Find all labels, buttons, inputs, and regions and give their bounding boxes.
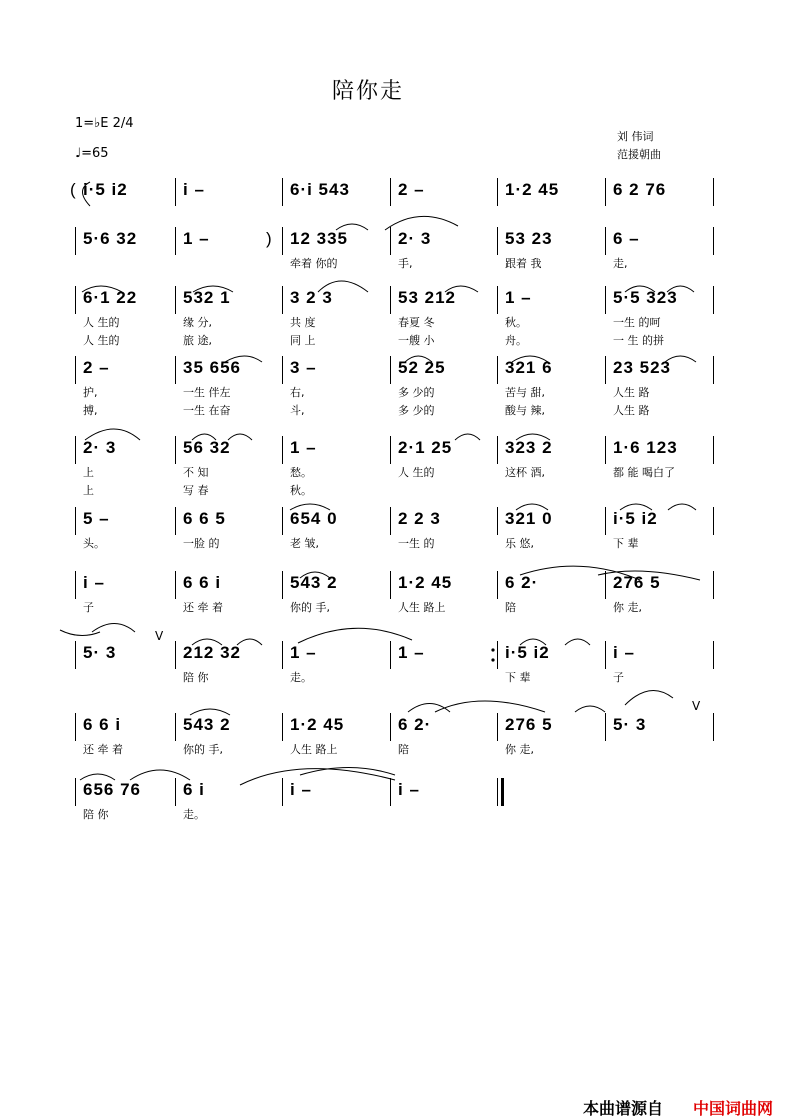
slur-mark [85,429,140,440]
slur-mark [237,639,262,645]
lyric-text: 走。 [290,671,312,684]
lyric-text: 上 [83,484,94,497]
breath-mark: V [155,629,164,643]
lyric-text: 同 上 [290,334,316,347]
lyric-text: 还 牵 着 [83,743,123,756]
source-label: 本曲谱源自 [583,1099,664,1118]
slur-mark [598,571,700,580]
slur-mark [435,701,545,712]
lyric-text: 牵着 你的 [290,257,338,270]
lyric-text: 护, [83,386,98,399]
lyric-text: 缘 分, [183,316,212,329]
measure-notes: 6 6 5 [183,509,226,528]
measure-notes: 321 0 [505,509,553,528]
breath-mark: V [692,699,701,713]
lyric-text: 走。 [183,808,205,821]
slur-mark [405,356,432,362]
measure-notes: 3 – [290,358,317,377]
measure-notes: 53 23 [505,229,553,248]
measure-notes: 3 2 3 [290,288,333,307]
lyric-text: 酸与 辣, [505,404,545,417]
slur-mark [665,356,696,362]
measure-notes: 2·1 25 [398,438,453,457]
slur-mark [565,639,590,645]
measure-notes: 1 – [398,643,425,662]
measure-notes: i – [613,643,635,662]
lyric-text: 一生 的呵 [613,316,661,329]
slur-mark [625,286,655,292]
measure-notes: 35 656 [183,358,241,377]
lyric-text: 人生 路 [613,404,650,417]
measure-notes: 6 i [183,780,205,799]
lyric-text: 一艘 小 [398,334,435,347]
slur-mark [520,566,640,580]
tempo-marking: ♩=65 [75,146,109,161]
lyric-text: 陪 你 [183,671,209,684]
lyric-text: 陪 [398,743,409,756]
measure-notes: i·5 i2 [505,643,550,662]
lyric-text: 不 知 [183,466,209,479]
lyric-text: 旅 途, [183,334,212,347]
measure-notes: 2 2 3 [398,509,441,528]
slur-mark [228,434,252,440]
measure-notes: i·5 i2 [83,180,128,199]
measure-notes: 5·6 32 [83,229,138,248]
slur-mark [298,628,412,643]
measure-notes: 1·2 45 [290,715,345,734]
measure-notes: 212 32 [183,643,241,662]
lyric-text: 人 生的 [398,466,435,479]
slur-mark [193,286,233,292]
lyric-text: 人生 路上 [290,743,338,756]
slur-mark [80,774,115,780]
lyric-text: 你 走, [505,743,534,756]
slur-mark [520,639,546,645]
lyric-text: 舟。 [505,334,527,347]
lyric-text: 都 能 喝白了 [613,466,675,479]
measure-notes: 276 5 [505,715,553,734]
lyric-text: 走, [613,257,628,270]
measure-notes: 6·1 22 [83,288,138,307]
slur-mark [445,286,478,292]
measure-notes: 543 2 [290,573,338,592]
measure-notes: 5· 3 [83,643,117,662]
lyric-text: 一脸 的 [183,537,220,550]
slur-mark [300,572,330,578]
lyric-text: 这杯 酒, [505,466,545,479]
repeat-close-bracket: ) [266,229,273,248]
lyric-text: 秋。 [290,484,312,497]
measure-notes: 276 5 [613,573,661,592]
lyric-text: 老 皱, [290,537,319,550]
lyric-text: 陪 [505,601,516,614]
lyric-text: 乐 悠, [505,537,534,550]
lyric-text: 多 少的 [398,386,435,399]
lyric-text: 跟着 我 [505,257,542,270]
slur-mark [82,286,122,292]
measure-notes: 532 1 [183,288,231,307]
lyric-text: 一生 伴左 [183,386,231,399]
measure-notes: 654 0 [290,509,338,528]
lyric-text: 多 少的 [398,404,435,417]
lyric-text: 下 辈 [505,671,531,684]
measure-notes: 656 76 [83,780,141,799]
lyric-text: 下 辈 [613,537,639,550]
slur-mark [625,690,673,705]
lyric-text: 右, [290,386,305,399]
lyric-text: 子 [613,671,624,684]
lyric-text: 你 走, [613,601,642,614]
lyric-text: 人 生的 [83,316,120,329]
lyric-text: 共 度 [290,316,316,329]
measure-notes: 5·5 323 [613,288,678,307]
slur-mark [83,182,91,206]
composer-credit: 范援朝曲 [617,148,661,161]
measure-notes: 6 6 i [83,715,122,734]
lyric-text: 一生 在奋 [183,404,231,417]
slur-mark [225,356,262,362]
measure-notes: i·5 i2 [613,509,658,528]
lyric-text: 一生 的 [398,537,435,550]
lyric-text: 手, [398,257,413,270]
slur-mark [455,434,480,440]
song-title: 陪你走 [332,79,405,104]
lyric-text: 春夏 冬 [398,316,435,329]
lyric-text: 子 [83,601,94,614]
slur-mark [620,504,652,510]
measure-notes: 23 523 [613,358,671,377]
lyric-text: 还 牵 着 [183,601,223,614]
repeat-open-bracket: ( [70,180,77,199]
lyric-text: 你的 手, [183,743,223,756]
measure-notes: 1 – [290,643,317,662]
lyric-text: 人生 路上 [398,601,446,614]
measure-notes: 56 32 [183,438,231,457]
slur-mark [667,286,694,292]
slur-mark [336,224,368,230]
lyricist-credit: 刘 伟词 [617,130,654,143]
measure-notes: 1·2 45 [398,573,453,592]
lyric-text: 上 [83,466,94,479]
slur-mark [318,281,368,292]
measure-notes: 12 335 [290,229,348,248]
measure-notes: 6 6 i [183,573,222,592]
measure-notes: 2· 3 [83,438,117,457]
lyric-text: 人生 路 [613,386,650,399]
lyric-text: 搏, [83,404,98,417]
lyric-text: 秋。 [505,316,527,329]
measure-notes: 1·6 123 [613,438,678,457]
slur-mark [512,356,548,362]
slur-mark [516,434,550,440]
measure-notes: 1 – [290,438,317,457]
measure-notes: i – [183,180,205,199]
slur-mark [290,504,330,510]
measure-notes: 1 – [505,288,532,307]
measure-notes: 1·2 45 [505,180,560,199]
lyric-text: 你的 手, [290,601,330,614]
measure-notes: 543 2 [183,715,231,734]
measure-notes: 6 2· [398,715,432,734]
slur-mark [385,216,458,230]
slur-mark [92,624,135,633]
slur-mark [516,504,548,510]
measure-notes: 52 25 [398,358,446,377]
key-signature: 1=♭E 2/4 [75,116,134,131]
lyric-text: 一 生 的拼 [613,334,664,347]
measure-notes: 6 2· [505,573,539,592]
site-link[interactable]: 中国词曲网 [693,1099,774,1118]
lyric-text: 愁。 [290,466,312,479]
measure-notes: 2 – [83,358,110,377]
lyric-text: 苦与 甜, [505,386,545,399]
measure-notes: i – [83,573,105,592]
slur-mark [575,706,605,712]
measure-notes: i – [290,780,312,799]
measure-notes: 6 – [613,229,640,248]
slur-mark [192,434,216,440]
measure-notes: 6·i 543 [290,180,350,199]
measure-notes: 6 2 76 [613,180,667,199]
measure-notes: 321 6 [505,358,553,377]
repeat-sign [491,648,494,661]
measure-notes: 323 2 [505,438,553,457]
measure-notes: 2 – [398,180,425,199]
slur-mark [192,639,222,645]
measure-notes: i – [398,780,420,799]
lyric-text: 人 生的 [83,334,120,347]
slur-mark [130,770,190,780]
slur-mark [668,504,696,510]
measure-notes: 1 – [183,229,210,248]
lyric-text: 陪 你 [83,808,109,821]
lyric-text: 斗, [290,404,305,417]
measure-notes: 5 – [83,509,110,528]
measure-notes: 2· 3 [398,229,432,248]
lyric-text: 头。 [83,537,105,550]
slur-mark [190,709,230,715]
measure-notes: 5· 3 [613,715,647,734]
lyric-text: 写 春 [183,484,209,497]
measure-notes: 53 212 [398,288,456,307]
